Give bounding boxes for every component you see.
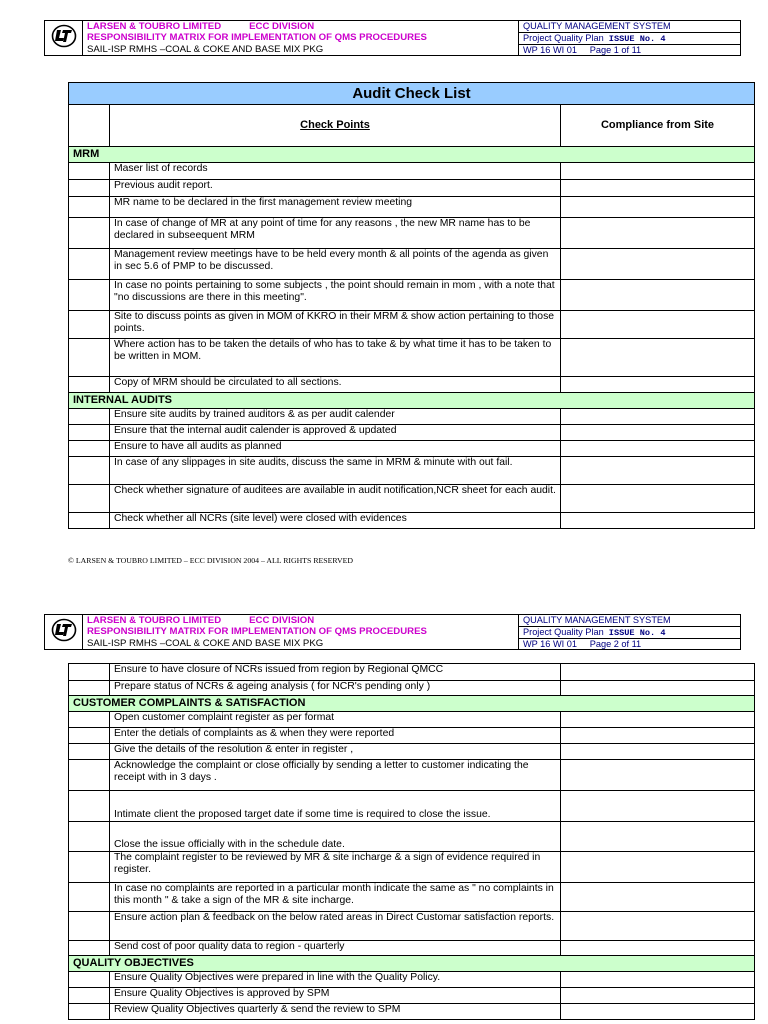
compliance-cell[interactable] [561,941,755,956]
compliance-cell[interactable] [561,852,755,883]
check-item: In case of change of MR at any point of time for any reasons , the new MR name has to be declared in subseequent MRM [110,218,561,249]
check-item: Ensure Quality Objectives is approved by SPM [110,988,561,1004]
check-item: Where action has to be taken the details of who has to take & by what time it has to be taken to be written in MOM. [110,339,561,377]
compliance-cell[interactable] [561,409,755,425]
document-title: RESPONSIBILITY MATRIX FOR IMPLEMENTATION OF QMS PROCEDURES [87,626,427,638]
check-item: Ensure site audits by trained auditors & as per audit calender [110,409,561,425]
company-name: LARSEN & TOUBRO LIMITED [87,21,222,32]
check-item: MR name to be declared in the first management review meeting [110,197,561,218]
compliance-cell[interactable] [561,1004,755,1020]
page-number: Page 2 of 11 [589,638,642,649]
compliance-cell[interactable] [561,681,755,696]
section-header: INTERNAL AUDITS [69,393,755,409]
compliance-cell[interactable] [561,664,755,681]
check-item: In case of any slippages in site audits, discuss the same in MRM & minute with out fail. [110,457,561,485]
compliance-cell[interactable] [561,339,755,377]
compliance-cell[interactable] [561,441,755,457]
compliance-cell[interactable] [561,425,755,441]
check-item: Send cost of poor quality data to region - quarterly [110,941,561,956]
compliance-cell[interactable] [561,791,755,822]
table-title: Audit Check List [69,83,755,105]
check-item: Review Quality Objectives quarterly & send the review to SPM [110,1004,561,1020]
issue-number: ISSUE No. 4 [608,34,666,45]
compliance-cell[interactable] [561,988,755,1004]
lt-logo-icon [51,618,77,642]
compliance-cell[interactable] [561,760,755,791]
serial-header [69,105,110,147]
lt-logo-icon [51,24,77,48]
wp-number: WP 16 WI 01 [523,638,577,649]
document-title: RESPONSIBILITY MATRIX FOR IMPLEMENTATION OF QMS PROCEDURES [87,32,427,44]
page-header [44,614,741,650]
check-item: Intimate client the proposed target date if some time is required to close the issue. [110,791,561,822]
check-item: Ensure to have all audits as planned [110,441,561,457]
check-item: Enter the detials of complaints as & when they were reported [110,728,561,744]
header-titles [83,21,519,56]
plan-label: Project Quality Plan [523,627,604,638]
compliance-cell[interactable] [561,377,755,393]
section-header: QUALITY OBJECTIVES [69,956,755,972]
compliance-cell[interactable] [561,712,755,728]
compliance-cell[interactable] [561,457,755,485]
compliance-cell[interactable] [561,280,755,311]
compliance-cell[interactable] [561,311,755,339]
check-points-header: Check Points [110,105,561,147]
compliance-cell[interactable] [561,180,755,197]
section-header: MRM [69,147,755,163]
check-item: In case no points pertaining to some subjects , the point should remain in mom , with a note that "no discussions are there in this meeting". [110,280,561,311]
compliance-cell[interactable] [561,513,755,529]
division-name: ECC DIVISION [249,615,315,626]
compliance-cell[interactable] [561,972,755,988]
check-item: Acknowledge the complaint or close officially by sending a letter to customer indicating the receipt with in 3 days . [110,760,561,791]
check-item: Copy of MRM should be circulated to all sections. [110,377,561,393]
check-item: Open customer complaint register as per format [110,712,561,728]
compliance-cell[interactable] [561,249,755,280]
wp-number: WP 16 WI 01 [523,44,577,55]
check-item: Maser list of records [110,163,561,180]
compliance-cell[interactable] [561,197,755,218]
check-item: Close the issue officially with in the schedule date. [110,822,561,852]
compliance-cell[interactable] [561,485,755,513]
header-titles [83,615,519,650]
compliance-cell[interactable] [561,218,755,249]
compliance-cell[interactable] [561,822,755,852]
copyright-footer: © LARSEN & TOUBRO LIMITED – ECC DIVISION 2004 – ALL RIGHTS RESERVED [68,556,353,565]
check-item: Site to discuss points as given in MOM of KKRO in their MRM & show action pertaining to those points. [110,311,561,339]
compliance-cell[interactable] [561,912,755,941]
page-number: Page 1 of 11 [589,44,642,55]
check-item: Give the details of the resolution & enter in register , [110,744,561,760]
section-header: CUSTOMER COMPLAINTS & SATISFACTION [69,696,755,712]
check-item: Prepare status of NCRs & ageing analysis ( for NCR's pending only ) [110,681,561,696]
project-name: SAIL-ISP RMHS –COAL & COKE AND BASE MIX PKG [87,637,324,649]
company-name: LARSEN & TOUBRO LIMITED [87,615,222,626]
check-item: Check whether all NCRs (site level) were closed with evidences [110,513,561,529]
check-item: Ensure to have closure of NCRs issued from region by Regional QMCC [110,664,561,681]
compliance-cell[interactable] [561,883,755,912]
qms-info [519,615,741,650]
check-item: The complaint register to be reviewed by MR & site incharge & a sign of evidence required in register. [110,852,561,883]
issue-number: ISSUE No. 4 [608,628,666,639]
check-item: Ensure Quality Objectives were prepared in line with the Quality Policy. [110,972,561,988]
audit-checklist-table [68,82,755,529]
check-item: In case no complaints are reported in a particular month indicate the same as " no complaints in this month " & take a sign of the MR & site incharge. [110,883,561,912]
compliance-cell[interactable] [561,744,755,760]
plan-label: Project Quality Plan [523,33,604,44]
qms-info [519,21,741,56]
company-logo [45,21,83,56]
qms-label: QUALITY MANAGEMENT SYSTEM [523,615,671,625]
qms-label: QUALITY MANAGEMENT SYSTEM [523,21,671,31]
check-item: Check whether signature of auditees are available in audit notification,NCR sheet for each audit. [110,485,561,513]
audit-checklist-table-continued [68,663,755,1020]
project-name: SAIL-ISP RMHS –COAL & COKE AND BASE MIX PKG [87,43,324,55]
compliance-cell[interactable] [561,163,755,180]
check-item: Ensure action plan & feedback on the below rated areas in Direct Customar satisfaction reports. [110,912,561,941]
check-item: Ensure that the internal audit calender is approved & updated [110,425,561,441]
compliance-header: Compliance from Site [561,105,755,147]
page-header [44,20,741,56]
company-logo [45,615,83,650]
division-name: ECC DIVISION [249,21,315,32]
check-item: Management review meetings have to be held every month & all points of the agenda as given in sec 5.6 of PMP to be discussed. [110,249,561,280]
check-item: Previous audit report. [110,180,561,197]
compliance-cell[interactable] [561,728,755,744]
